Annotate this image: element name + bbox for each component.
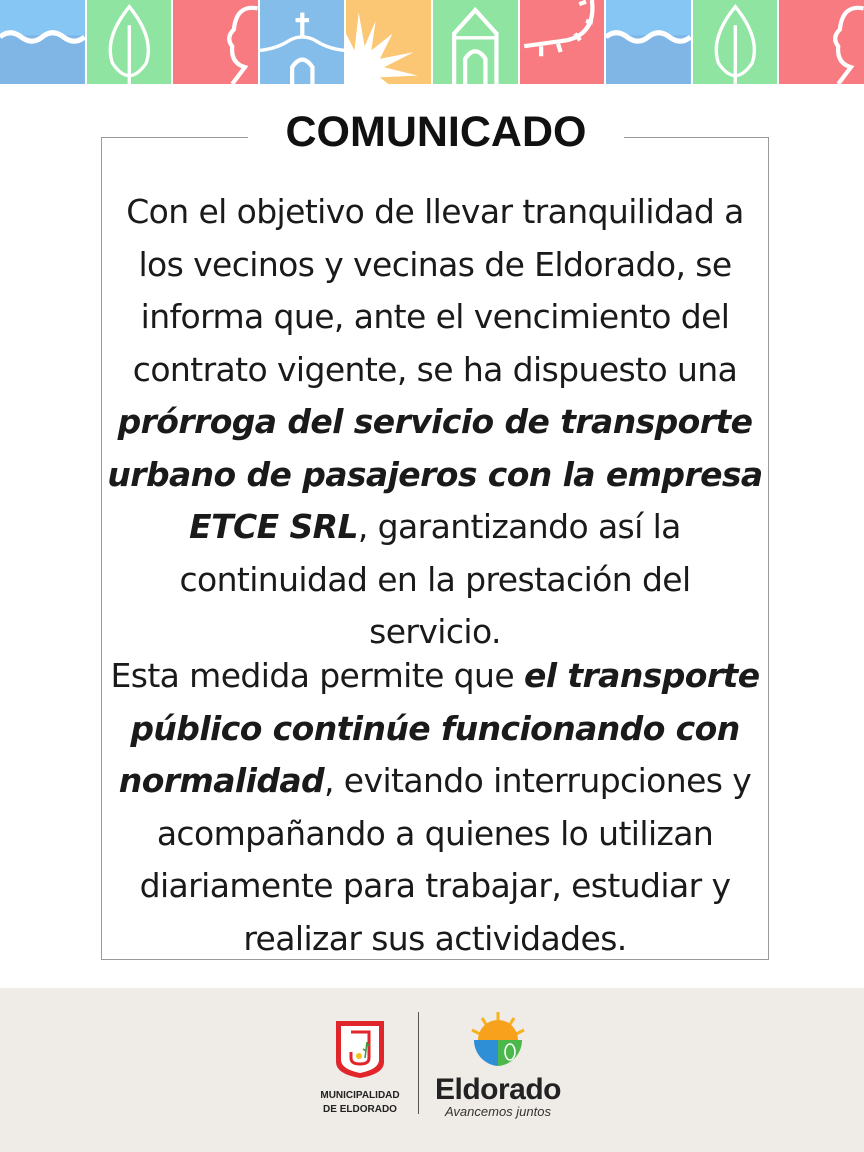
page-title: COMUNICADO (248, 104, 624, 160)
text-run: , evitando interrupciones y (324, 761, 752, 800)
banner-tile (693, 0, 778, 84)
text-line (101, 703, 769, 756)
leaf-icon (87, 0, 172, 84)
municipality-logo (312, 1018, 408, 1117)
text-run: diariamente para trabajar, estudiar y (139, 866, 731, 905)
text-run: Con el objetivo de llevar tranquilidad a (126, 192, 744, 231)
text-line (101, 239, 769, 292)
person-profile-icon (779, 0, 864, 84)
river-waves-icon (0, 0, 85, 84)
text-run: realizar sus actividades. (243, 918, 627, 958)
text-run: , garantizando así la (357, 507, 681, 546)
sun-globe-icon (468, 1010, 528, 1068)
eldorado-brand-logo (428, 1010, 568, 1119)
text-line (101, 860, 769, 913)
church-icon (260, 0, 345, 84)
text-run: los vecinos y vecinas de Eldorado, se (138, 244, 732, 284)
river-waves-icon (606, 0, 691, 84)
text-run: continuidad en la prestación del (179, 559, 691, 599)
municipality-name (312, 1089, 408, 1117)
text-line (101, 396, 769, 449)
text-run: acompañando a quienes lo utilizan (156, 813, 714, 853)
banner-tile (779, 0, 864, 84)
municipality-name-line1: MUNICIPALIDAD (320, 1090, 400, 1101)
text-line (101, 291, 769, 344)
sun-rays-icon (346, 0, 431, 84)
text-run: contrato vigente, se ha dispuesto una (132, 349, 738, 389)
text-line (101, 186, 769, 239)
text-run: Esta medida permite que (110, 656, 524, 695)
banner-tile (173, 0, 258, 84)
footer-divider (418, 1012, 419, 1114)
text-run: servicio. (369, 612, 501, 651)
text-line (101, 501, 769, 554)
banner-tile (0, 0, 85, 84)
person-profile-icon (173, 0, 258, 84)
banner-tile (520, 0, 605, 84)
banner-tile (606, 0, 691, 84)
text-line (101, 755, 769, 808)
emphasis-text: normalidad (118, 761, 325, 800)
paragraph-1 (101, 186, 769, 659)
brand-slogan: Avancemos juntos (445, 1104, 551, 1119)
text-line (101, 650, 769, 703)
text-line (101, 913, 769, 966)
text-line (101, 344, 769, 397)
header-banner (0, 0, 864, 86)
text-line (101, 554, 769, 607)
municipality-shield-icon (333, 1018, 387, 1080)
emphasis-text: el transporte (523, 656, 760, 695)
leaf-icon (693, 0, 778, 84)
house-icon (433, 0, 518, 84)
gear-icon (520, 0, 605, 84)
emphasis-text: urbano de pasajeros con la empresa (107, 454, 763, 494)
municipality-name-line2: DE ELDORADO (323, 1104, 397, 1115)
banner-tile (87, 0, 172, 84)
paragraph-2 (101, 650, 769, 965)
banner-tile (346, 0, 431, 84)
banner-tile (260, 0, 345, 84)
emphasis-text: ETCE SRL (189, 507, 358, 546)
text-line (101, 449, 769, 502)
text-line (101, 808, 769, 861)
text-run: informa que, ante el vencimiento del (140, 297, 730, 336)
banner-tile (433, 0, 518, 84)
emphasis-text: prórroga del servicio de transporte (117, 402, 753, 441)
brand-name: Eldorado (434, 1073, 561, 1106)
emphasis-text: público continúe funcionando con (130, 708, 740, 748)
